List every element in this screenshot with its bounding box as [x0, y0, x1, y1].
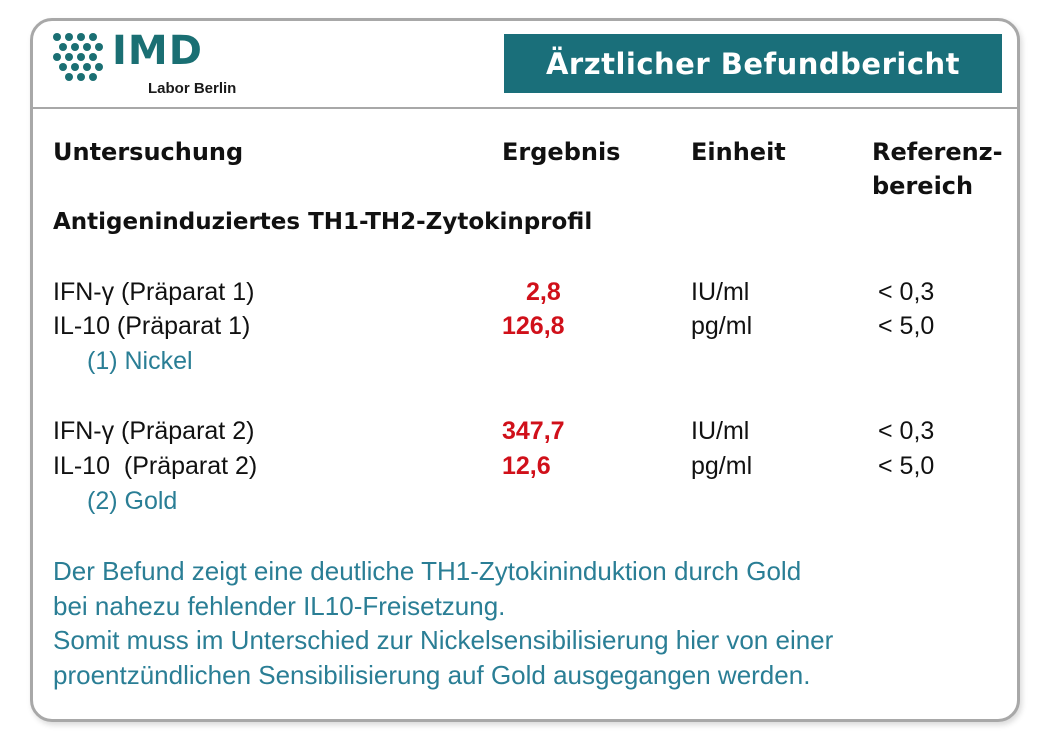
reference-range: < 0,3: [878, 278, 935, 306]
column-header-reference: Referenz-: [872, 138, 1003, 166]
findings-summary: [53, 554, 993, 692]
summary-line: Der Befund zeigt eine deutliche TH1-Zytokininduktion durch Gold: [53, 556, 802, 586]
result-value: 347,7: [502, 417, 565, 445]
test-name: IFN-γ (Präparat 1): [53, 278, 255, 306]
imd-logo: [52, 30, 272, 102]
reference-range: < 5,0: [878, 452, 935, 480]
test-name: IL-10 (Präparat 1): [53, 312, 251, 340]
summary-line: proentzündlichen Sensibilisierung auf Gold ausgegangen werden.: [53, 659, 811, 690]
logo-brand: IMD: [112, 28, 203, 74]
antigen-label: (2) Gold: [87, 487, 178, 515]
result-value: 2,8: [526, 278, 561, 306]
test-name: IL-10 (Präparat 2): [53, 452, 258, 480]
section-title: Antigeninduziertes TH1-TH2-Zytokinprofil: [53, 209, 593, 235]
test-name: IFN-γ (Präparat 2): [53, 417, 255, 445]
reference-range: < 5,0: [878, 312, 935, 340]
column-header-unit: Einheit: [691, 138, 786, 166]
header-divider: [30, 107, 1020, 109]
antigen-label: (1) Nickel: [87, 347, 193, 375]
unit: pg/ml: [691, 452, 753, 480]
logo-dots-icon: [52, 32, 106, 82]
summary-line: bei nahezu fehlender IL10-Freisetzung.: [53, 590, 506, 621]
summary-line: Somit muss im Unterschied zur Nickelsensibilisierung hier von einer: [53, 625, 834, 655]
column-header-test: Untersuchung: [53, 138, 244, 166]
result-value: 12,6: [502, 452, 551, 480]
unit: IU/ml: [691, 417, 750, 445]
report-title: Ärztlicher Befundbericht: [504, 34, 1002, 93]
unit: IU/ml: [691, 278, 750, 306]
reference-range: < 0,3: [878, 417, 935, 445]
column-header-reference-line2: bereich: [872, 172, 974, 200]
unit: pg/ml: [691, 312, 753, 340]
result-value: 126,8: [502, 312, 565, 340]
logo-subtitle: Labor Berlin: [148, 80, 237, 97]
column-header-result: Ergebnis: [502, 138, 621, 166]
